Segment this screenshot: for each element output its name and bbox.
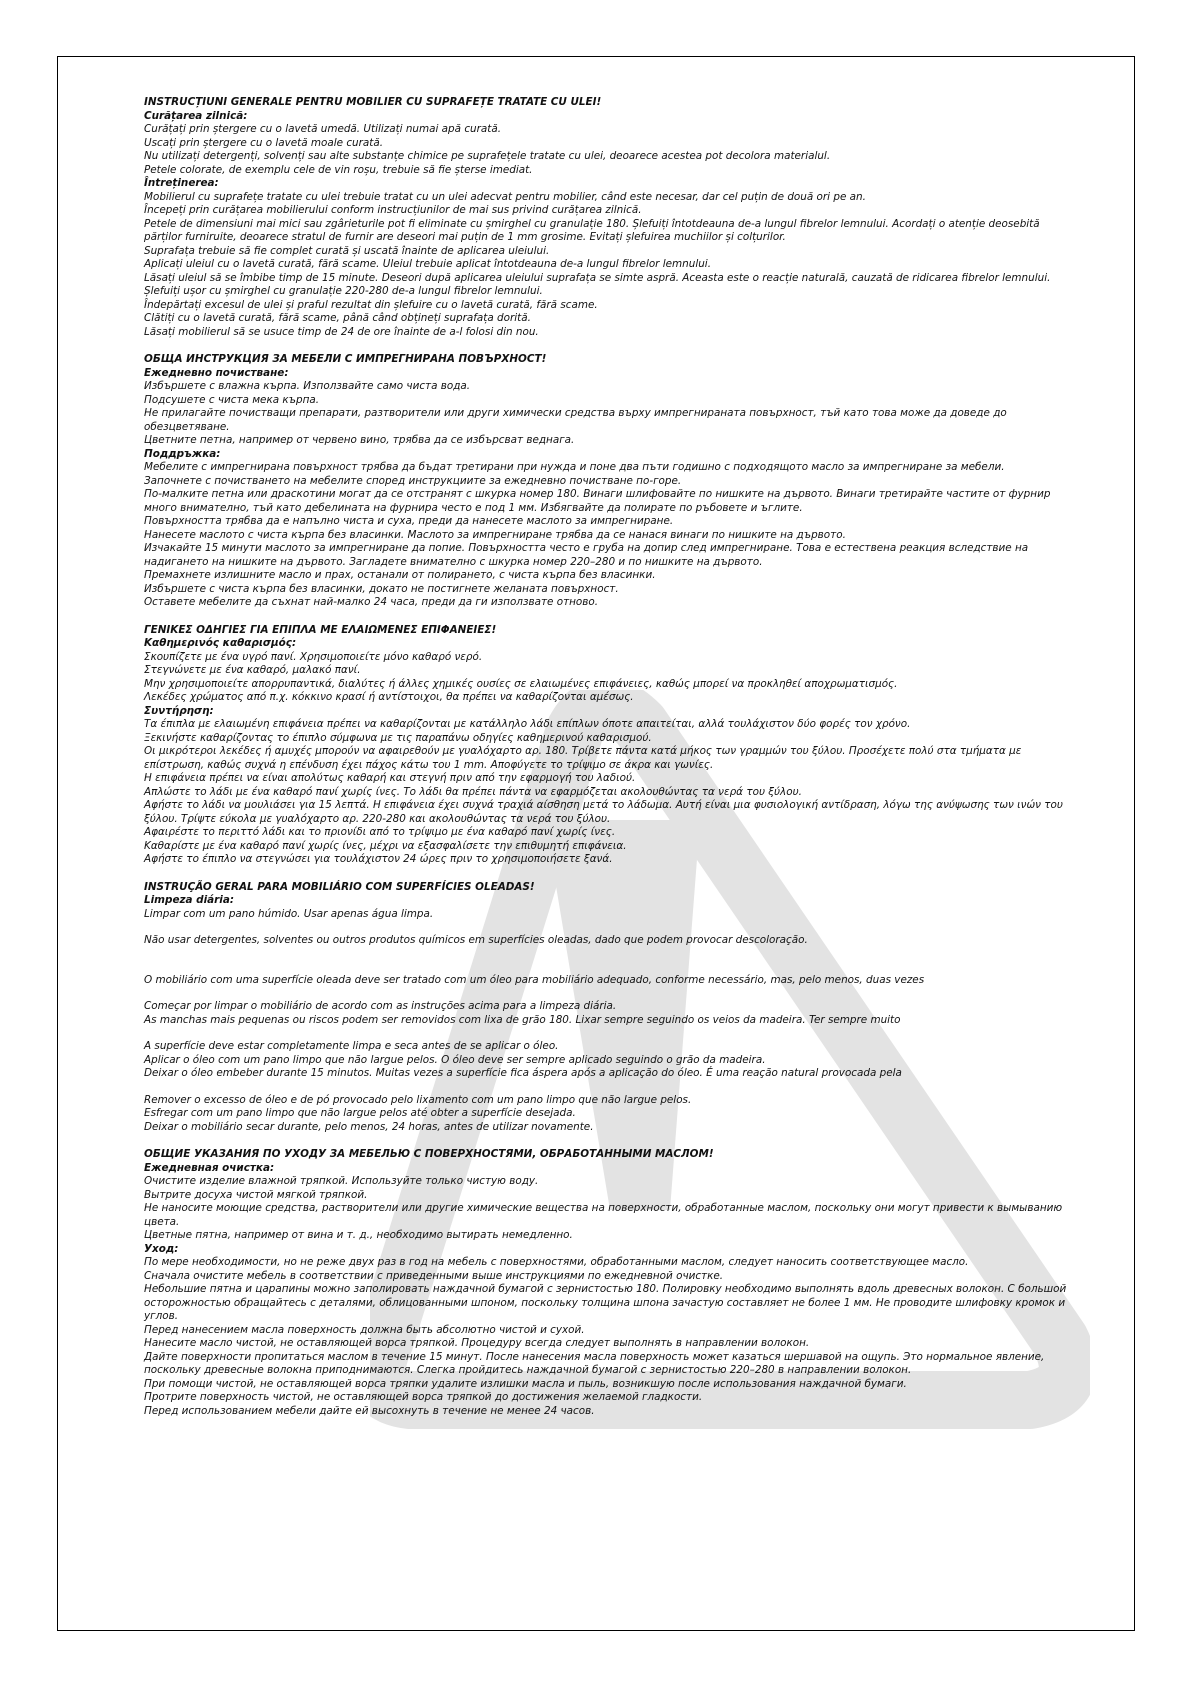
paragraph: Протрите поверхность чистой, не оставляющей ворса тряпкой до достижения желаемой гладкости. xyxy=(144,1391,703,1403)
paragraph: Uscați prin ștergere cu o lavetă moale curată. xyxy=(144,136,384,149)
paragraph: Ξεκινήστε καθαρίζοντας το έπιπλο σύμφωνα με τις παραπάνω οδηγίες καθημερινού καθαρισμού. xyxy=(144,731,652,744)
paragraph: Вытрите досуха чистой мягкой тряпкой. xyxy=(144,1188,368,1201)
paragraph: Не наносите моющие средства, растворители или другие химические вещества на поверхности, обработанные маслом, поскольку они могут привести к вымыванию цвета. xyxy=(144,1202,1063,1228)
maintenance-heading: Întreținerea: xyxy=(144,177,219,189)
section-title: ОБЩИЕ УКАЗАНИЯ ПО УХОДУ ЗА МЕБЕЛЬЮ С ПОВЕРХНОСТЯМИ, ОБРАБОТАННЫМИ МАСЛОМ! xyxy=(144,1148,714,1160)
paragraph: Απλώστε το λάδι με ένα καθαρό πανί χωρίς ίνες. Το λάδι θα πρέπει πάντα να εφαρμόζεται ακολουθώντας τα νερά του ξύλου. xyxy=(144,785,802,798)
section-title: INSTRUCȚIUNI GENERALE PENTRU MOBILIER CU SUPRAFEȚE TRATATE CU ULEI! xyxy=(144,96,602,108)
daily-cleaning-heading: Καθημερινός καθαρισμός: xyxy=(144,637,297,649)
paragraph: Esfregar com um pano limpo que não largue pelos até obter a superfície desejada. xyxy=(144,1107,576,1119)
paragraph: Lăsați mobilierul să se usuce timp de 24 de ore înainte de a-l folosi din nou. xyxy=(144,325,539,338)
paragraph: Небольшие пятна и царапины можно заполировать наждачной бумагой с зернистостью 180. Полировку необходимо выполнять вдоль древесных волокон. С большой осторожностью обращайтесь с деталями, облицованными шпоном, поскольку толщина шпона зачастую составляет не более 1 мм. Не проводите шлифовку кромок и углов. xyxy=(144,1283,1067,1322)
paragraph: As manchas mais pequenas ou riscos podem ser removidos com lixa de grão 180. Lixar sempre seguindo os veios da madeira. Ter sempre muito xyxy=(144,1013,901,1026)
section-greek xyxy=(144,624,1074,867)
paragraph: Αφαιρέστε το περιττό λάδι και το πριονίδι από το τρίψιμο με ένα καθαρό πανί χωρίς ίνες. xyxy=(144,826,616,838)
paragraph: Limpar com um pano húmido. Usar apenas água limpa. xyxy=(144,907,434,920)
paragraph: Не прилагайте почистващи препарати, разтворители или други химически средства върху импрегнираната повърхност, тъй като това може да доведе до обезцветяване. xyxy=(144,407,1007,433)
daily-cleaning-heading: Limpeza diária: xyxy=(144,894,235,906)
section-russian xyxy=(144,1148,1074,1418)
paragraph: Λεκέδες χρώματος από π.χ. κόκκινο κρασί ή αντίστοιχοι, θα πρέπει να καθαρίζονται αμέσως. xyxy=(144,691,634,703)
paragraph: При помощи чистой, не оставляющей ворса тряпки удалите излишки масла и пыль, возникшую после использования наждачной бумаги. xyxy=(144,1377,907,1390)
paragraph: Очистите изделие влажной тряпкой. Используйте только чистую воду. xyxy=(144,1175,539,1187)
maintenance-heading: Поддръжка: xyxy=(144,447,221,460)
paragraph: Нанесите масло чистой, не оставляющей ворса тряпкой. Процедуру всегда следует выполнять в направлении волокон. xyxy=(144,1337,810,1349)
paragraph: Перед использованием мебели дайте ей высохнуть в течение не менее 24 часов. xyxy=(144,1404,595,1417)
paragraph: Οι μικρότεροι λεκέδες ή αμυχές μπορούν να αφαιρεθούν με γυαλόχαρτο αρ. 180. Τρίβετε πάντα κατά μήκος των γραμμών του ξύλου. Προσέχετε πολύ στα τμήματα με επίστρωση, καθώς συχνά η επένδυση έχει πάχος κάτω του 1 mm. Αποφύγετε το τρίψιμο σε άκρα και γωνίες. xyxy=(144,745,1022,771)
paragraph: Η επιφάνεια πρέπει να είναι απολύτως καθαρή και στεγνή πριν από την εφαρμογή του λαδιού. xyxy=(144,772,636,784)
paragraph: Îndepărtați excesul de ulei și praful rezultat din șlefuire cu o lavetă curată, fără scame. xyxy=(144,298,598,311)
paragraph: Нанесете маслото с чиста кърпа без власинки. Маслото за импрегниране трябва да се нанася винаги по нишките на дървото. xyxy=(144,528,846,541)
paragraph: Começar por limpar o mobiliário de acordo com as instruções acima para a limpeza diária. xyxy=(144,1000,617,1012)
paragraph: Clătiți cu o lavetă curată, fără scame, până când obțineți suprafața dorită. xyxy=(144,312,531,324)
paragraph: Повърхността трябва да е напълно чиста и суха, преди да нанесете маслото за импрегниране. xyxy=(144,515,674,527)
paragraph: Дайте поверхности пропитаться маслом в течение 15 минут. После нанесения масла поверхность может казаться шершавой на ощупь. Это нормальное явление, поскольку древесные волокна приподнимаются. Слегка пройдитесь наждачной бумагой с зернистостью 220–280 в направлении волокон. xyxy=(144,1350,1045,1376)
section-title: ОБЩА ИНСТРУКЦИЯ ЗА МЕБЕЛИ С ИМПРЕГНИРАНА ПОВЪРХНОСТ! xyxy=(144,353,547,365)
daily-cleaning-heading: Ежедневная очистка: xyxy=(144,1161,275,1174)
paragraph: Αφήστε το λάδι να μουλιάσει για 15 λεπτά. Η επιφάνεια έχει συχνά τραχιά αίσθηση μετά το λάδωμα. Αυτή είναι μια φυσιολογική αντίδραση, λόγω της ανύψωσης των ινών του ξύλου. Τρίψτε εύκολα με γυαλόχαρτο αρ. 220-280 και ακολουθώντας τα νερά του ξύλου. xyxy=(144,799,1063,825)
paragraph: Избършете с чиста кърпа без власинки, докато не постигнете желаната повърхност. xyxy=(144,582,619,595)
paragraph: Curățați prin ștergere cu o lavetă umedă. Utilizați numai apă curată. xyxy=(144,123,501,135)
paragraph: Τα έπιπλα με ελαιωμένη επιφάνεια πρέπει να καθαρίζονται με κατάλληλο λάδι επίπλων όποτε απαιτείται, αλλά τουλάχιστον δύο φορές τον χρόνο. xyxy=(144,718,911,730)
paragraph: Перед нанесением масла поверхность должна быть абсолютно чистой и сухой. xyxy=(144,1323,585,1336)
section-bulgarian xyxy=(144,353,1074,610)
paragraph: Deixar o óleo embeber durante 15 minutos. Muitas vezes a superfície fica áspera após a aplicação do óleo. É uma reação natural provocada pela xyxy=(144,1067,902,1079)
section-title: ΓΕΝΙΚΕΣ ΟΔΗΓΙΕΣ ΓΙΑ ΕΠΙΠΛΑ ΜΕ ΕΛΑΙΩΜΕΝΕΣ ΕΠΙΦΑΝΕΙΕΣ! xyxy=(144,623,497,636)
paragraph: Оставете мебелите да съхнат най-малко 24 часа, преди да ги използвате отново. xyxy=(144,596,599,608)
paragraph: Não usar detergentes, solventes ou outros produtos químicos em superfícies oleadas, dado que podem provocar descoloração. xyxy=(144,934,808,946)
daily-cleaning-heading: Curățarea zilnică: xyxy=(144,109,248,122)
paragraph: Suprafața trebuie să fie complet curată și uscată înainte de aplicarea uleiului. xyxy=(144,244,550,257)
paragraph: Подсушете с чиста мека кърпа. xyxy=(144,393,320,406)
paragraph: Καθαρίστε με ένα καθαρό πανί χωρίς ίνες, μέχρι να εξασφαλίσετε την επιθυμητή επιφάνεια. xyxy=(144,839,627,852)
paragraph: Nu utilizați detergenți, solvenți sau alte substanțe chimice pe suprafețele tratate cu ulei, deoarece acestea pot decolora materialul. xyxy=(144,150,831,162)
maintenance-heading: Уход: xyxy=(144,1242,179,1255)
paragraph: Petele colorate, de exemplu cele de vin roșu, trebuie să fie șterse imediat. xyxy=(144,163,533,176)
paragraph: Изчакайте 15 минути маслото за импрегниране да попие. Повърхността често е груба на допир след импрегниране. Това е естествена реакция вследствие на надигането на нишките на дървото. Загладете внимателно с шкурка номер 220–280 и по нишките на дървото. xyxy=(144,542,1029,568)
section-romanian xyxy=(144,96,1074,339)
paragraph: Започнете с почистването на мебелите според инструкциите за ежедневно почистване по-горе. xyxy=(144,474,682,487)
paragraph: Избършете с влажна кърпа. Използвайте само чиста вода. xyxy=(144,380,471,392)
paragraph: Мебелите с импрегнирана повърхност трябва да бъдат третирани при нужда и поне два пъти годишно с подходящото масло за импрегниране за мебели. xyxy=(144,461,1005,473)
paragraph: Aplicar o óleo com um pano limpo que não largue pelos. O óleo deve ser sempre aplicado seguindo o grão da madeira. xyxy=(144,1053,766,1066)
paragraph: По-малките петна или драскотини могат да се отстранят с шкурка номер 180. Винаги шлифовайте по нишките на дървото. Винаги третирайте частите от фурнир много внимателно, тъй като дебелината на фурнира често е под 1 мм. Избягвайте да полирате по ръбовете и ъглите. xyxy=(144,488,1051,514)
paragraph: По мере необходимости, но не реже двух раз в год на мебель с поверхностями, обработанными маслом, следует наносить соответствующее масло. xyxy=(144,1256,969,1268)
paragraph: Începeți prin curățarea mobilierului conform instrucțiunilor de mai sus privind curățarea zilnică. xyxy=(144,204,642,216)
paragraph: Mobilierul cu suprafețe tratate cu ulei trebuie tratat cu un ulei adecvat pentru mobilier, când este necesar, dar cel puțin de două ori pe an. xyxy=(144,190,866,203)
document-body xyxy=(144,96,1074,1432)
paragraph: Αφήστε το έπιπλο να στεγνώσει για τουλάχιστον 24 ώρες πριν το χρησιμοποιήσετε ξανά. xyxy=(144,853,613,865)
section-portuguese xyxy=(144,881,1074,1135)
paragraph: Remover o excesso de óleo e de pó provocado pelo lixamento com um pano limpo que não largue pelos. xyxy=(144,1093,692,1106)
paragraph: Сначала очистите мебель в соответствии с приведенными выше инструкциями по ежедневной очистке. xyxy=(144,1269,724,1282)
paragraph: Deixar o mobiliário secar durante, pelo menos, 24 horas, antes de utilizar novamente. xyxy=(144,1120,594,1133)
daily-cleaning-heading: Ежедневно почистване: xyxy=(144,366,289,379)
paragraph: Petele de dimensiuni mai mici sau zgârieturile pot fi eliminate cu șmirghel cu granulație 180. Șlefuiți întotdeauna de-a lungul fibrelor lemnului. Acordați o atenție deosebită părților furniruite, deoarece stratul de furnir are deseori mai puțin de 1 mm grosime. Evitați șlefuirea muchiilor și colțurilor. xyxy=(144,217,1040,243)
paragraph: Σκουπίζετε με ένα υγρό πανί. Χρησιμοποιείτε μόνο καθαρό νερό. xyxy=(144,650,483,663)
maintenance-heading: Συντήρηση: xyxy=(144,704,214,717)
paragraph: Μην χρησιμοποιείτε απορρυπαντικά, διαλύτες ή άλλες χημικές ουσίες σε ελαιωμένες επιφάνειες, καθώς μπορεί να προκληθεί αποχρωματισμός. xyxy=(144,677,898,690)
paragraph: Στεγνώνετε με ένα καθαρό, μαλακό πανί. xyxy=(144,664,361,676)
paragraph: O mobiliário com uma superfície oleada deve ser tratado com um óleo para mobiliário adequado, conforme necessário, mas, pelo menos, duas vezes xyxy=(144,973,925,986)
paragraph: A superfície deve estar completamente limpa e seca antes de se aplicar o óleo. xyxy=(144,1040,559,1052)
paragraph: Цветные пятна, например от вина и т. д., необходимо вытирать немедленно. xyxy=(144,1229,573,1241)
paragraph: Цветните петна, например от червено вино, трябва да се избърсват веднага. xyxy=(144,434,575,446)
paragraph: Aplicați uleiul cu o lavetă curată, fără scame. Uleiul trebuie aplicat întotdeauna de-a lungul fibrelor lemnului. xyxy=(144,258,711,270)
paragraph: Премахнете излишните масло и прах, останали от полирането, с чиста кърпа без власинки. xyxy=(144,569,656,581)
section-title: INSTRUÇÃO GERAL PARA MOBILIÁRIO COM SUPERFÍCIES OLEADAS! xyxy=(144,880,535,893)
paragraph: Lăsați uleiul să se îmbibe timp de 15 minute. Deseori după aplicarea uleiului suprafața se simte aspră. Aceasta este o reacție naturală, cauzată de ridicarea fibrelor lemnului. Șlefuiți ușor cu șmirghel cu granulație 220-280 de-a lungul fibrelor lemnului. xyxy=(144,271,1051,297)
